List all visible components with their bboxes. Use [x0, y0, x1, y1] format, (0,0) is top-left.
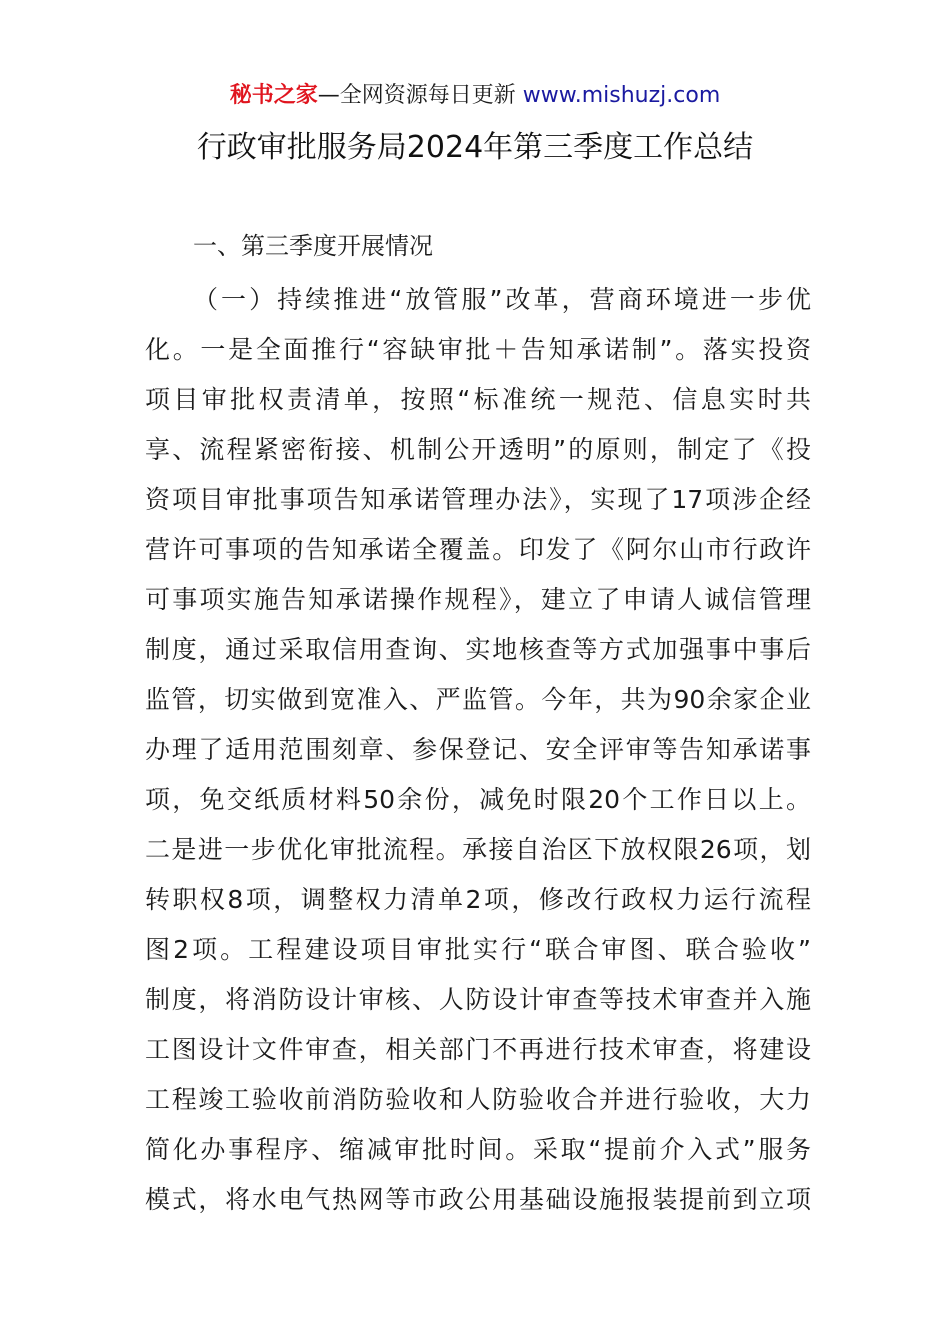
body-line: 图2项。工程建设项目审批实行“联合审图、联合验收” — [145, 935, 811, 964]
body-line: 模式，将水电气热网等市政公用基础设施报装提前到立项 — [145, 1185, 811, 1214]
body-line: 简化办事程序、缩减审批时间。采取“提前介入式”服务 — [145, 1135, 811, 1164]
body-line: 资项目审批事项告知承诺管理办法》，实现了17项涉企经 — [145, 485, 811, 514]
body-line: （一）持续推进“放管服”改革，营商环境进一步优 — [193, 285, 811, 314]
body-line: 可事项实施告知承诺操作规程》，建立了申请人诚信管理 — [145, 585, 811, 614]
header-tagline: —全网资源每日更新 — [317, 83, 516, 108]
body-line: 制度，将消防设计审核、人防设计审查等技术审查并入施 — [145, 985, 811, 1014]
body-line: 营许可事项的告知承诺全覆盖。印发了《阿尔山市行政许 — [145, 535, 811, 564]
site-url-link[interactable]: www.mishuzj.com — [522, 83, 721, 108]
body-line: 转职权8项，调整权力清单2项，修改行政权力运行流程 — [145, 885, 811, 914]
body-line: 工程竣工验收前消防验收和人防验收合并进行验收，大力 — [145, 1085, 811, 1114]
body-line: 化。一是全面推行“容缺审批＋告知承诺制”。落实投资 — [145, 335, 811, 364]
section-heading: 一、第三季度开展情况 — [193, 232, 433, 260]
site-header — [0, 80, 950, 112]
body-line: 工图设计文件审查，相关部门不再进行技术审查，将建设 — [145, 1035, 811, 1064]
body-line: 享、流程紧密衔接、机制公开透明”的原则，制定了《投 — [145, 435, 811, 464]
body-line: 办理了适用范围刻章、参保登记、安全评审等告知承诺事 — [145, 735, 811, 764]
body-line: 项目审批权责清单，按照“标准统一规范、信息实时共 — [145, 385, 811, 414]
body-line: 监管，切实做到宽准入、严监管。今年，共为90余家企业 — [145, 685, 811, 714]
brand-name: 秘书之家 — [229, 83, 318, 108]
body-line: 二是进一步优化审批流程。承接自治区下放权限26项，划 — [145, 835, 811, 864]
body-line: 制度，通过采取信用查询、实地核查等方式加强事中事后 — [145, 635, 811, 664]
document-title: 行政审批服务局2024年第三季度工作总结 — [196, 130, 754, 165]
body-text — [145, 275, 811, 1225]
body-line: 项，免交纸质材料50余份，减免时限20个工作日以上。 — [145, 785, 811, 814]
